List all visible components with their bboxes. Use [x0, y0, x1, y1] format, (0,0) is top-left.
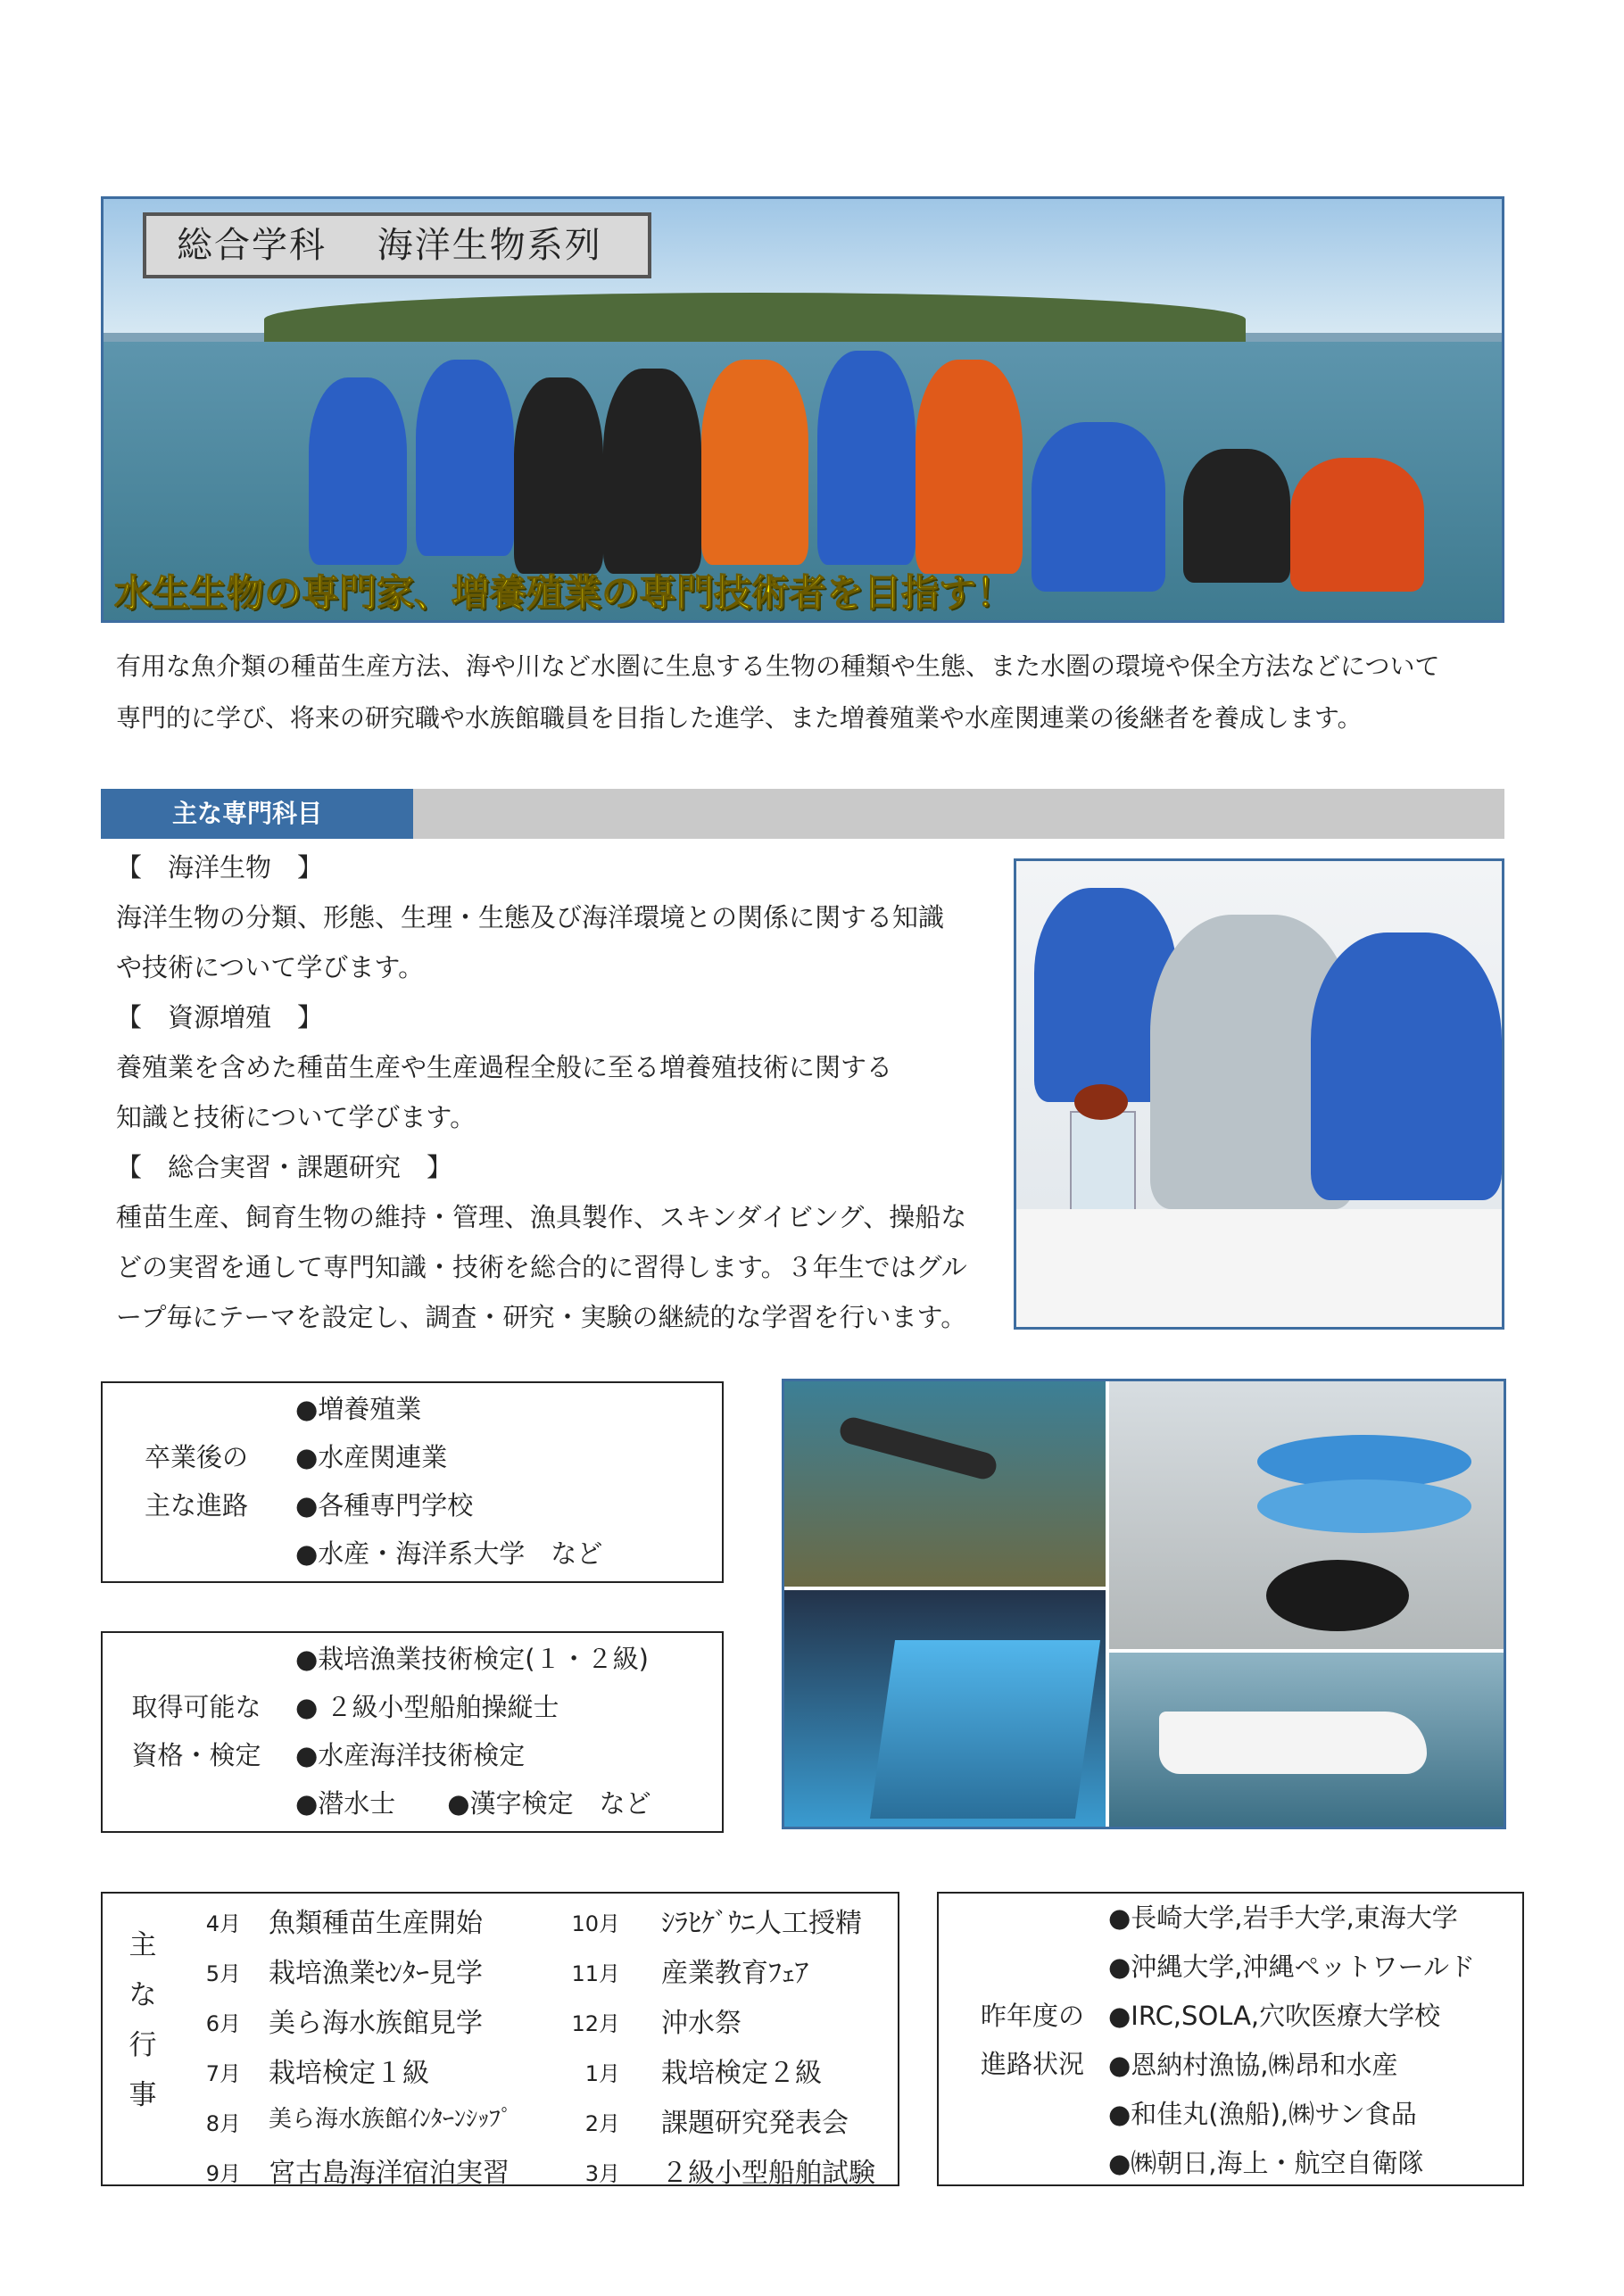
qualification-label-2: 資格・検定 — [131, 1740, 261, 1770]
diving-photo — [784, 1381, 1106, 1587]
event-month: 12月 — [571, 2011, 620, 2036]
event-name: 栽培検定２級 — [661, 2058, 822, 2089]
event-month: 8月 — [205, 2111, 241, 2136]
subject-desc: 養殖業を含めた種苗生産や生産過程全般に至る増養殖技術に関する — [116, 1052, 893, 1082]
events-label-char: な — [128, 1979, 157, 2011]
event-month: 7月 — [205, 2061, 241, 2086]
last-year-item: ●恩納村漁協,㈱昂和水産 — [1108, 2050, 1398, 2080]
event-name: ２級小型船舶試験 — [661, 2158, 875, 2189]
event-name: ｼﾗﾋｹﾞｳﾆ人工授精 — [661, 1908, 862, 1939]
last-year-item: ●和佳丸(漁船),㈱サン食品 — [1108, 2099, 1417, 2129]
event-name: 美ら海水族館ｲﾝﾀｰﾝｼｯﾌﾟ — [269, 2106, 513, 2133]
subject-desc: どの実習を通して専門知識・技術を総合的に習得します。３年生ではグル — [116, 1252, 967, 1282]
event-name: 産業教育ﾌｪｱ — [661, 1958, 808, 1989]
career-item: ●水産関連業 — [295, 1442, 448, 1472]
events-label-char: 行 — [128, 2029, 157, 2061]
qualification-label-1: 取得可能な — [131, 1692, 261, 1722]
event-month: 4月 — [205, 1911, 241, 1936]
photo-collage — [782, 1379, 1506, 1829]
lab-photo — [1014, 858, 1504, 1330]
events-label-char: 主 — [128, 1929, 157, 1961]
career-label-1: 卒業後の — [144, 1442, 248, 1472]
subject-desc: ープ毎にテーマを設定し、調査・研究・実験の継続的な学習を行います。 — [116, 1302, 967, 1332]
subject-title-1: 【 海洋生物 】 — [116, 852, 324, 883]
event-month: 6月 — [205, 2011, 241, 2036]
event-month: 5月 — [205, 1961, 241, 1986]
qualification-item: ● ２級小型船舶操縦士 — [295, 1692, 559, 1722]
events-label-char: 事 — [128, 2079, 157, 2111]
career-item: ●増養殖業 — [295, 1394, 422, 1424]
event-name: 美ら海水族館見学 — [269, 2008, 483, 2039]
section-heading: 主な専門科目 — [101, 789, 413, 839]
event-month: 2月 — [584, 2111, 620, 2136]
qualification-box — [101, 1631, 724, 1833]
section-bar — [101, 789, 1504, 839]
last-year-item: ●IRC,SOLA,穴吹医療大学校 — [1108, 2001, 1441, 2031]
career-item: ●水産・海洋系大学 など — [295, 1538, 603, 1569]
event-name: 宮古島海洋宿泊実習 — [269, 2158, 510, 2189]
last-year-box — [937, 1892, 1524, 2186]
event-month: 1月 — [584, 2061, 620, 2086]
subject-title-3: 【 総合実習・課題研究 】 — [116, 1152, 453, 1182]
subject-title-2: 【 資源増殖 】 — [116, 1002, 324, 1032]
events-table — [101, 1892, 899, 2189]
event-name: 栽培漁業ｾﾝﾀｰ見学 — [269, 1958, 483, 1989]
event-name: 栽培検定１級 — [269, 2058, 429, 2089]
hero-slogan: 水生生物の専門家、増養殖業の専門技術者を目指す！ — [114, 571, 1015, 615]
event-month: 11月 — [571, 1961, 620, 1986]
event-name: 課題研究発表会 — [661, 2108, 849, 2139]
last-year-item: ●長崎大学,岩手大学,東海大学 — [1108, 1902, 1458, 1933]
subject-desc: 海洋生物の分類、形態、生理・生態及び海洋環境との関係に関する知識 — [116, 902, 945, 932]
qualification-item: ●潜水士 ●漢字検定 など — [295, 1788, 651, 1819]
career-box — [101, 1381, 724, 1583]
event-month: 10月 — [571, 1911, 620, 1936]
career-label-2: 主な進路 — [144, 1490, 248, 1521]
qualification-item: ●水産海洋技術検定 — [295, 1740, 526, 1770]
subject-desc: や技術について学びます。 — [116, 952, 425, 982]
last-year-label-2: 進路状況 — [980, 2049, 1084, 2079]
event-name: 沖水祭 — [661, 2008, 742, 2039]
event-month: 3月 — [584, 2161, 620, 2186]
qualification-item: ●栽培漁業技術検定(１・２級) — [295, 1644, 649, 1674]
last-year-item: ●沖縄大学,沖縄ペットワールド — [1108, 1952, 1475, 1982]
subject-desc: 種苗生産、飼育生物の維持・管理、漁具製作、スキンダイビング、操船な — [116, 1202, 967, 1232]
hero-title: 総合学科 海洋生物系列 — [143, 212, 651, 278]
last-year-item: ●㈱朝日,海上・航空自衛隊 — [1108, 2148, 1424, 2178]
career-item: ●各種専門学校 — [295, 1490, 474, 1521]
last-year-label-1: 昨年度の — [980, 2001, 1084, 2031]
intro-line-2: 専門的に学び、将来の研究職や水族館職員を目指した進学、また増養殖業や水産関連業の後継者を養成します。 — [116, 703, 1363, 733]
event-name: 魚類種苗生産開始 — [269, 1908, 483, 1939]
subject-desc: 知識と技術について学びます。 — [116, 1102, 476, 1132]
intro-line-1: 有用な魚介類の種苗生産方法、海や川など水圏に生息する生物の種類や生態、また水圏の環境や保全方法などについて — [116, 651, 1440, 681]
event-month: 9月 — [205, 2161, 241, 2186]
